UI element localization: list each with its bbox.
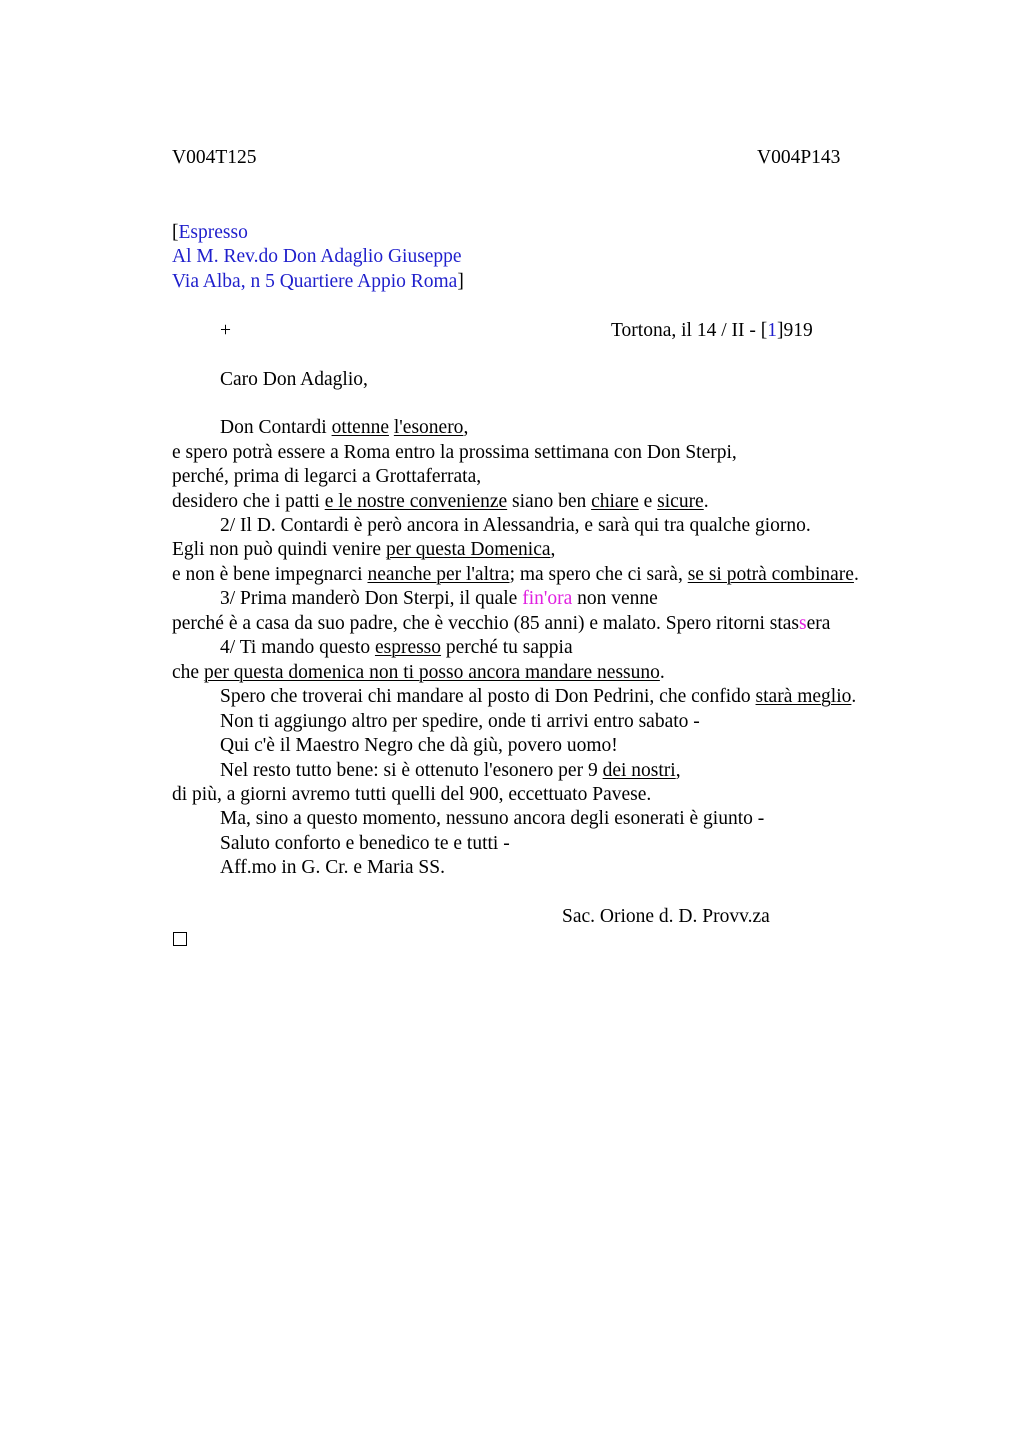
salutation: Caro Don Adaglio, xyxy=(220,369,368,390)
body-line-12: Spero che troverai chi mandare al posto di Don Pedrini, che confido starà meglio. xyxy=(220,686,857,707)
closing-line: Aff.mo in G. Cr. e Maria SS. xyxy=(220,857,445,878)
address-line-2: Al M. Rev.do Don Adaglio Giuseppe xyxy=(172,246,462,267)
body-line-3: perché, prima di legarci a Grottaferrata, xyxy=(172,466,482,487)
body-line-6: Egli non può quindi venire per questa Domenica, xyxy=(172,539,556,560)
address-line-3 xyxy=(172,270,464,294)
correction-finora: fin'ora xyxy=(522,588,573,609)
body-line-1: Don Contardi ottenne l'esonero, xyxy=(220,417,469,438)
body-line-8: 3/ Prima manderò Don Sterpi, il quale fin'ora non venne xyxy=(220,588,658,609)
year-insertion: 1 xyxy=(767,320,777,341)
archive-code-right: V004P143 xyxy=(757,147,841,168)
square-outline-icon xyxy=(173,932,187,946)
place-date: Tortona, il 14 / II - [1]919 xyxy=(611,320,813,341)
street-address: Via Alba, n 5 Quartiere Appio Roma xyxy=(172,271,458,292)
body-line-10: 4/ Ti mando questo espresso perché tu sappia xyxy=(220,637,573,658)
body-line-7: e non è bene impegnarci neanche per l'altra; ma spero che ci sarà, se si potrà combinare. xyxy=(172,564,859,585)
close-bracket: ] xyxy=(457,271,464,292)
body-line-16: di più, a giorni avremo tutti quelli del 900, eccettuato Pavese. xyxy=(172,784,652,805)
body-line-5: 2/ Il D. Contardi è però ancora in Alessandria, e sarà qui tra qualche giorno. xyxy=(220,515,811,536)
body-line-14: Qui c'è il Maestro Negro che dà giù, povero uomo! xyxy=(220,735,618,756)
signature: Sac. Orione d. D. Provv.za xyxy=(562,906,770,927)
body-line-11: che per questa domenica non ti posso ancora mandare nessuno. xyxy=(172,662,665,683)
body-line-4: desidero che i patti e le nostre convenienze siano ben chiare e sicure. xyxy=(172,491,709,512)
open-bracket: [ xyxy=(172,222,179,243)
cross-mark: + xyxy=(220,320,231,341)
body-line-9: perché è a casa da suo padre, che è vecchio (85 anni) e malato. Spero ritorni stassera xyxy=(172,613,831,634)
body-line-17: Ma, sino a questo momento, nessuno ancora degli esonerati è giunto - xyxy=(220,808,765,829)
body-line-15: Nel resto tutto bene: si è ottenuto l'esonero per 9 dei nostri, xyxy=(220,760,681,781)
body-line-13: Non ti aggiungo altro per spedire, onde ti arrivi entro sabato - xyxy=(220,711,700,732)
body-line-18: Saluto conforto e benedico te e tutti - xyxy=(220,833,510,854)
archive-code-left: V004T125 xyxy=(172,147,257,168)
body-line-2: e spero potrà essere a Roma entro la prossima settimana con Don Sterpi, xyxy=(172,442,737,463)
delivery-type: Espresso xyxy=(178,222,248,243)
address-line-1 xyxy=(172,221,248,245)
correction-letter: s xyxy=(798,613,807,634)
